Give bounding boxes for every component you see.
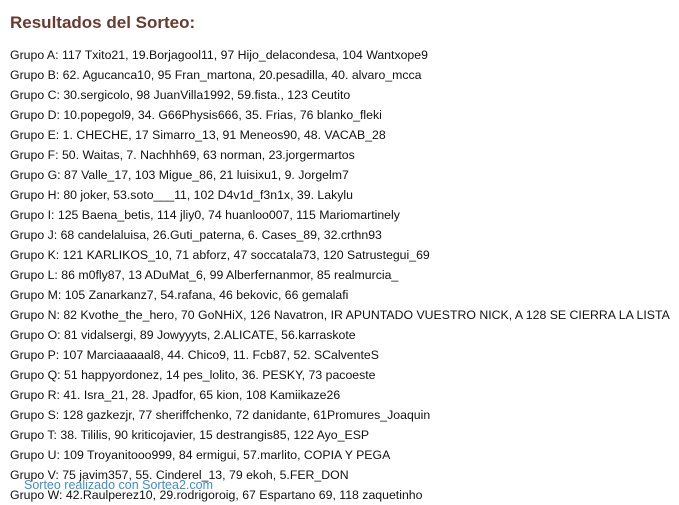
group-row — [10, 345, 679, 365]
group-members: 68 candelaluisa, 26.Guti_paterna, 6. Cases_89, 32.crthn93 — [60, 228, 382, 242]
group-label: Grupo J: — [10, 228, 58, 242]
group-members: 42.Raulperez10, 29.rodrigoroig, 67 Espartano 69, 118 zaquetinho — [65, 488, 423, 502]
results-title: Resultados del Sorteo: — [10, 13, 196, 32]
group-label: Grupo P: — [10, 348, 60, 362]
group-members: 117 Txito21, 19.Borjagool11, 97 Hijo_delacondesa, 104 Wantxope9 — [61, 48, 428, 62]
group-label: Grupo N: — [10, 308, 60, 322]
group-members: 80 joker, 53.soto___11, 102 D4v1d_f3n1x, 39. Lakylu — [63, 188, 353, 202]
group-label: Grupo G: — [10, 168, 61, 182]
group-members: 30.sergicolo, 98 JuanVilla1992, 59.fista., 123 Ceutito — [63, 88, 351, 102]
group-members: 82 Kvothe_the_hero, 70 GoNHiX, 126 Navatron, IR APUNTADO VUESTRO NICK, A 128 SE CIERRA LA LISTA — [63, 308, 670, 322]
group-members: 105 Zanarkanz7, 54.rafana, 46 bekovic, 66 gemalafi — [64, 288, 349, 302]
group-members: 125 Baena_betis, 114 jliy0, 74 huanloo007, 115 Mariomartinely — [57, 208, 400, 222]
group-row — [10, 305, 679, 325]
group-label: Grupo M: — [10, 288, 62, 302]
group-row — [10, 165, 679, 185]
group-row — [10, 445, 679, 465]
group-label: Grupo K: — [10, 248, 60, 262]
group-row — [10, 45, 679, 65]
group-row — [10, 365, 679, 385]
groups-list — [10, 45, 679, 505]
group-label: Grupo W: — [10, 488, 63, 502]
group-row — [10, 265, 679, 285]
group-label: Grupo L: — [10, 268, 58, 282]
group-label: Grupo Q: — [10, 368, 61, 382]
group-members: 38. Tililis, 90 kriticojavier, 15 destrangis85, 122 Ayo_ESP — [60, 428, 370, 442]
group-members: 41. Isra_21, 28. Jpadfor, 65 kion, 108 Kamiikaze26 — [63, 388, 341, 402]
group-label: Grupo R: — [10, 388, 60, 402]
group-members: 1. CHECHE, 17 Simarro_13, 91 Meneos90, 48. VACAB_28 — [62, 128, 386, 142]
group-label: Grupo T: — [10, 428, 57, 442]
group-label: Grupo D: — [10, 108, 60, 122]
group-members: 51 happyordonez, 14 pes_lolito, 36. PESKY, 73 pacoeste — [64, 368, 376, 382]
group-members: 86 m0fly87, 13 ADuMat_6, 99 Alberfernanmor, 85 realmurcia_ — [61, 268, 399, 282]
group-members: 75 javim357, 55. Cinderel_13, 79 ekoh, 5.FER_DON — [62, 468, 349, 482]
group-members: 50. Waitas, 7. Nachhh69, 63 norman, 23.jorgermartos — [61, 148, 355, 162]
group-label: Grupo H: — [10, 188, 60, 202]
group-row — [10, 245, 679, 265]
group-label: Grupo I: — [10, 208, 55, 222]
group-members: 109 Troyanitooo999, 84 ermigui, 57.marlito, COPIA Y PEGA — [63, 448, 391, 462]
group-members: 81 vidalsergi, 89 Jowyyyts, 2.ALICATE, 56.karraskote — [64, 328, 356, 342]
group-row — [10, 105, 679, 125]
group-label: Grupo V: — [10, 468, 59, 482]
group-row — [10, 145, 679, 165]
group-members: 10.popegol9, 34. G66Physis666, 35. Frias, 76 blanko_fleki — [63, 108, 382, 122]
group-members: 128 gazkezjr, 77 sheriffchenko, 72 danidante, 61Promures_Joaquin — [62, 408, 431, 422]
group-row — [10, 205, 679, 225]
group-row — [10, 325, 679, 345]
group-label: Grupo U: — [10, 448, 60, 462]
group-row — [10, 65, 679, 85]
group-members: 87 Valle_17, 103 Migue_86, 21 luisixu1, 9. Jorgelm7 — [64, 168, 349, 182]
group-label: Grupo O: — [10, 328, 61, 342]
group-row — [10, 125, 679, 145]
group-members: 107 Marciaaaaal8, 44. Chico9, 11. Fcb87, 52. SCalventeS — [62, 348, 379, 362]
group-label: Grupo F: — [10, 148, 59, 162]
group-members: 121 KARLIKOS_10, 71 abforz, 47 soccatala73, 120 Satrustegui_69 — [62, 248, 430, 262]
group-row — [10, 225, 679, 245]
group-row — [10, 285, 679, 305]
group-members: 62. Agucanca10, 95 Fran_martona, 20.pesadilla, 40. alvaro_mcca — [62, 68, 422, 82]
group-row — [10, 405, 679, 425]
group-label: Grupo A: — [10, 48, 59, 62]
sortea2-credit-link[interactable]: Sorteo realizado con Sortea2.com — [24, 478, 213, 492]
group-row — [10, 85, 679, 105]
group-label: Grupo S: — [10, 408, 60, 422]
group-label: Grupo C: — [10, 88, 60, 102]
group-label: Grupo B: — [10, 68, 60, 82]
group-label: Grupo E: — [10, 128, 60, 142]
group-row — [10, 425, 679, 445]
group-row — [10, 185, 679, 205]
group-row — [10, 385, 679, 405]
